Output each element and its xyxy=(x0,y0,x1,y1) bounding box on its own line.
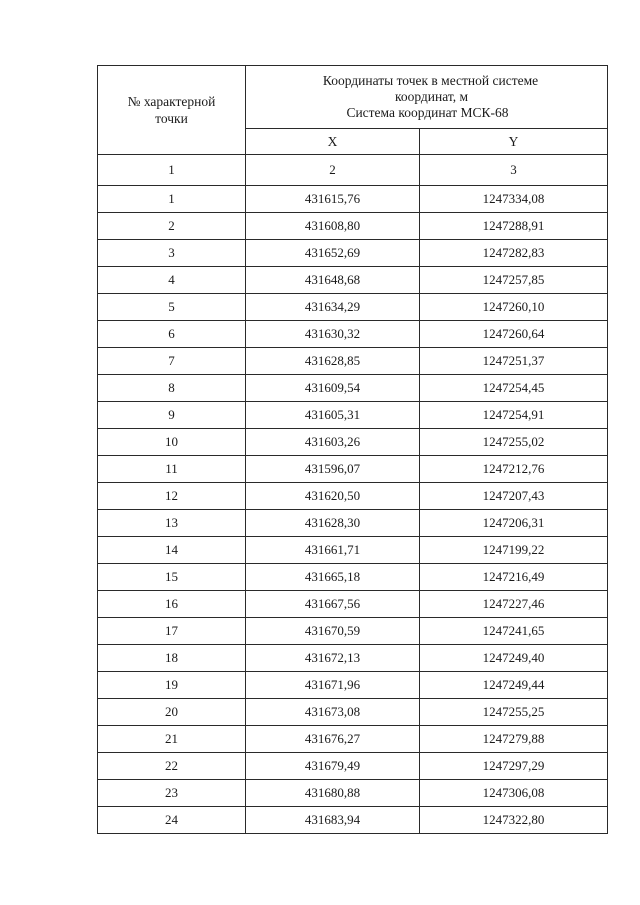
coords-header-line2: координат, м xyxy=(394,89,469,104)
y-coordinate-cell: 1247279,88 xyxy=(420,726,608,753)
y-coordinate-cell: 1247288,91 xyxy=(420,213,608,240)
y-coordinate-cell: 1247241,65 xyxy=(420,618,608,645)
y-coordinate-cell: 1247206,31 xyxy=(420,510,608,537)
column-number-1: 1 xyxy=(98,155,246,186)
x-coordinate-cell: 431648,68 xyxy=(246,267,420,294)
table-row xyxy=(98,780,608,807)
x-coordinate-cell: 431680,88 xyxy=(246,780,420,807)
x-coordinate-cell: 431630,32 xyxy=(246,321,420,348)
coords-header-line1: Координаты точек в местной системе xyxy=(322,73,539,88)
column-number-3: 3 xyxy=(420,155,608,186)
x-coordinate-cell: 431652,69 xyxy=(246,240,420,267)
point-number-cell: 12 xyxy=(98,483,246,510)
table-row xyxy=(98,213,608,240)
y-coordinate-cell: 1247306,08 xyxy=(420,780,608,807)
x-coordinate-cell: 431634,29 xyxy=(246,294,420,321)
point-number-header xyxy=(98,66,246,155)
table-row xyxy=(98,591,608,618)
point-number-cell: 21 xyxy=(98,726,246,753)
table-row xyxy=(98,672,608,699)
table-row xyxy=(98,186,608,213)
coordinates-table xyxy=(97,65,608,834)
point-number-cell: 5 xyxy=(98,294,246,321)
coordinates-rows xyxy=(98,186,608,834)
table-row xyxy=(98,807,608,834)
x-coordinate-cell: 431665,18 xyxy=(246,564,420,591)
point-number-cell: 6 xyxy=(98,321,246,348)
y-coordinate-cell: 1247257,85 xyxy=(420,267,608,294)
x-column-header: X xyxy=(246,129,420,155)
point-number-cell: 9 xyxy=(98,402,246,429)
y-coordinate-cell: 1247282,83 xyxy=(420,240,608,267)
coords-header-line3: Система координат МСК-68 xyxy=(346,105,509,120)
x-coordinate-cell: 431628,30 xyxy=(246,510,420,537)
y-coordinate-cell: 1247207,43 xyxy=(420,483,608,510)
table-row xyxy=(98,753,608,780)
x-coordinate-cell: 431620,50 xyxy=(246,483,420,510)
y-coordinate-cell: 1247322,80 xyxy=(420,807,608,834)
table-row xyxy=(98,294,608,321)
point-number-cell: 24 xyxy=(98,807,246,834)
table-row xyxy=(98,456,608,483)
x-coordinate-cell: 431608,80 xyxy=(246,213,420,240)
point-number-cell: 23 xyxy=(98,780,246,807)
y-coordinate-cell: 1247260,64 xyxy=(420,321,608,348)
point-number-cell: 3 xyxy=(98,240,246,267)
y-coordinate-cell: 1247227,46 xyxy=(420,591,608,618)
x-coordinate-cell: 431615,76 xyxy=(246,186,420,213)
y-coordinate-cell: 1247255,02 xyxy=(420,429,608,456)
table-row xyxy=(98,510,608,537)
table-row xyxy=(98,699,608,726)
table-row xyxy=(98,240,608,267)
table-row xyxy=(98,726,608,753)
table-row xyxy=(98,645,608,672)
point-number-cell: 10 xyxy=(98,429,246,456)
y-coordinate-cell: 1247251,37 xyxy=(420,348,608,375)
point-number-cell: 15 xyxy=(98,564,246,591)
table-row xyxy=(98,402,608,429)
x-coordinate-cell: 431672,13 xyxy=(246,645,420,672)
x-coordinate-cell: 431679,49 xyxy=(246,753,420,780)
table-row xyxy=(98,618,608,645)
point-number-cell: 13 xyxy=(98,510,246,537)
table-row xyxy=(98,375,608,402)
y-coordinate-cell: 1247249,44 xyxy=(420,672,608,699)
x-coordinate-cell: 431667,56 xyxy=(246,591,420,618)
y-coordinate-cell: 1247260,10 xyxy=(420,294,608,321)
point-number-cell: 2 xyxy=(98,213,246,240)
y-coordinate-cell: 1247255,25 xyxy=(420,699,608,726)
table-row xyxy=(98,321,608,348)
point-number-cell: 20 xyxy=(98,699,246,726)
y-column-header: Y xyxy=(420,129,608,155)
point-number-cell: 7 xyxy=(98,348,246,375)
table-row xyxy=(98,564,608,591)
y-coordinate-cell: 1247297,29 xyxy=(420,753,608,780)
y-coordinate-cell: 1247216,49 xyxy=(420,564,608,591)
column-number-2: 2 xyxy=(246,155,420,186)
y-coordinate-cell: 1247212,76 xyxy=(420,456,608,483)
table-row xyxy=(98,537,608,564)
table-row xyxy=(98,267,608,294)
x-coordinate-cell: 431603,26 xyxy=(246,429,420,456)
y-coordinate-cell: 1247254,45 xyxy=(420,375,608,402)
point-number-cell: 4 xyxy=(98,267,246,294)
point-header-line1: № характерной xyxy=(127,94,216,109)
y-coordinate-cell: 1247199,22 xyxy=(420,537,608,564)
x-coordinate-cell: 431609,54 xyxy=(246,375,420,402)
y-coordinate-cell: 1247249,40 xyxy=(420,645,608,672)
x-coordinate-cell: 431596,07 xyxy=(246,456,420,483)
point-header-line2: точки xyxy=(155,111,188,126)
point-number-cell: 1 xyxy=(98,186,246,213)
point-number-cell: 8 xyxy=(98,375,246,402)
x-coordinate-cell: 431676,27 xyxy=(246,726,420,753)
table-row xyxy=(98,429,608,456)
point-number-cell: 17 xyxy=(98,618,246,645)
x-coordinate-cell: 431671,96 xyxy=(246,672,420,699)
x-coordinate-cell: 431670,59 xyxy=(246,618,420,645)
point-number-cell: 18 xyxy=(98,645,246,672)
point-number-cell: 11 xyxy=(98,456,246,483)
table-row xyxy=(98,348,608,375)
x-coordinate-cell: 431683,94 xyxy=(246,807,420,834)
y-coordinate-cell: 1247254,91 xyxy=(420,402,608,429)
table-row xyxy=(98,483,608,510)
x-coordinate-cell: 431673,08 xyxy=(246,699,420,726)
point-number-cell: 16 xyxy=(98,591,246,618)
x-coordinate-cell: 431661,71 xyxy=(246,537,420,564)
point-number-cell: 22 xyxy=(98,753,246,780)
point-number-cell: 14 xyxy=(98,537,246,564)
coordinates-header xyxy=(246,66,608,129)
x-coordinate-cell: 431628,85 xyxy=(246,348,420,375)
x-coordinate-cell: 431605,31 xyxy=(246,402,420,429)
y-coordinate-cell: 1247334,08 xyxy=(420,186,608,213)
point-number-cell: 19 xyxy=(98,672,246,699)
